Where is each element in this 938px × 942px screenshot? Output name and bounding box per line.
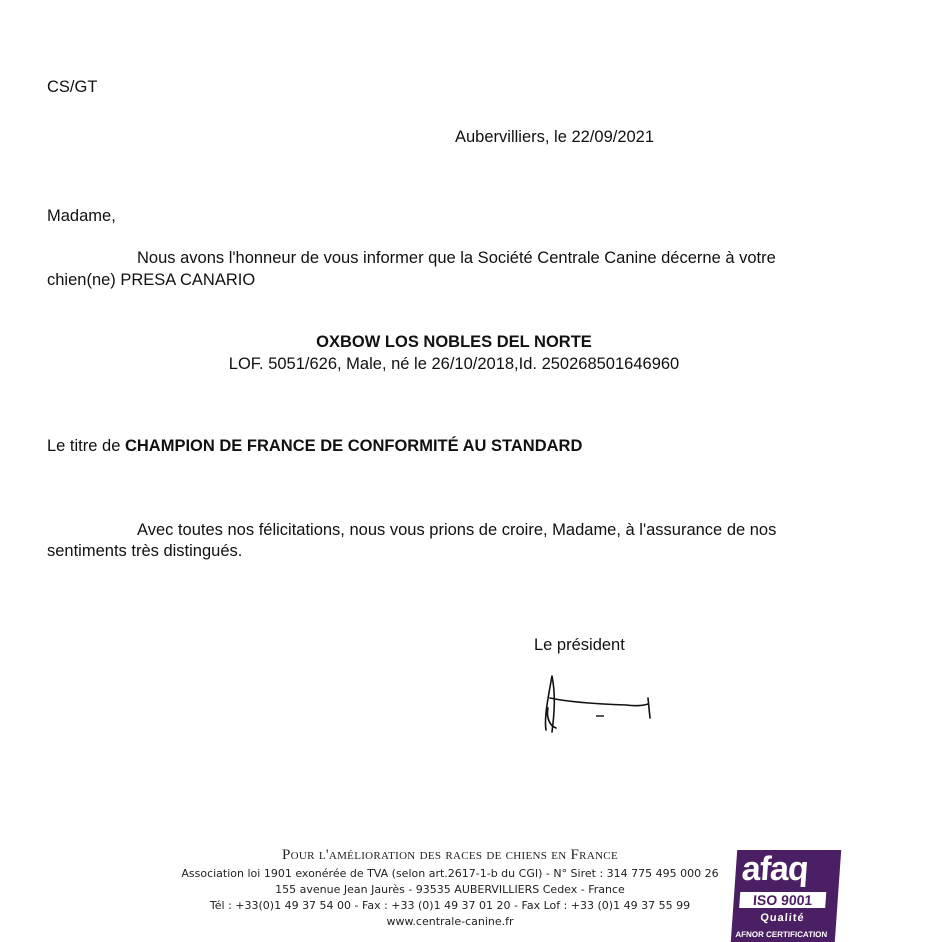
footer-legal: Association loi 1901 exonérée de TVA (selon art.2617-1-b du CGI) - N° Siret : 314 775 495 000 26 <box>181 867 719 880</box>
closing-line-2: sentiments très distingués. <box>47 542 243 560</box>
award-prefix: Le titre de <box>47 437 125 455</box>
logo-brand: afaq <box>740 850 810 888</box>
logo-label: Qualité <box>759 912 806 924</box>
footer-motto: Pour l'amélioration des races de chiens en France <box>282 847 618 863</box>
logo-standard: ISO 9001 <box>739 892 826 908</box>
footer-phones: Tél : +33(0)1 49 37 54 00 - Fax : +33 (0)1 49 37 01 20 - Fax Lof : +33 (0)1 49 37 55 99 <box>209 899 691 912</box>
signature <box>538 668 658 738</box>
signatory: Le président <box>534 636 625 654</box>
dog-name: OXBOW LOS NOBLES DEL NORTE <box>316 333 592 351</box>
award-line <box>47 437 582 456</box>
salutation: Madame, <box>47 207 116 225</box>
footer-website[interactable]: www.centrale-canine.fr <box>386 915 514 928</box>
afaq-iso-9001-logo <box>731 850 841 942</box>
closing-line-1: Avec toutes nos félicitations, nous vous prions de croire, Madame, à l'assurance de nos <box>137 521 777 539</box>
reference: CS/GT <box>47 78 98 96</box>
intro-line-2: chien(ne) PRESA CANARIO <box>47 271 256 289</box>
dog-details: LOF. 5051/626, Male, né le 26/10/2018,Id. 250268501646960 <box>228 355 680 373</box>
intro-line-1: Nous avons l'honneur de vous informer que la Société Centrale Canine décerne à votre <box>137 249 776 267</box>
footer-address: 155 avenue Jean Jaurès - 93535 AUBERVILLIERS Cedex - France <box>275 883 625 896</box>
logo-issuer: AFNOR CERTIFICATION <box>735 930 828 939</box>
award-title: CHAMPION DE FRANCE DE CONFORMITÉ AU STANDARD <box>124 437 583 455</box>
place-date: Aubervilliers, le 22/09/2021 <box>455 128 655 146</box>
